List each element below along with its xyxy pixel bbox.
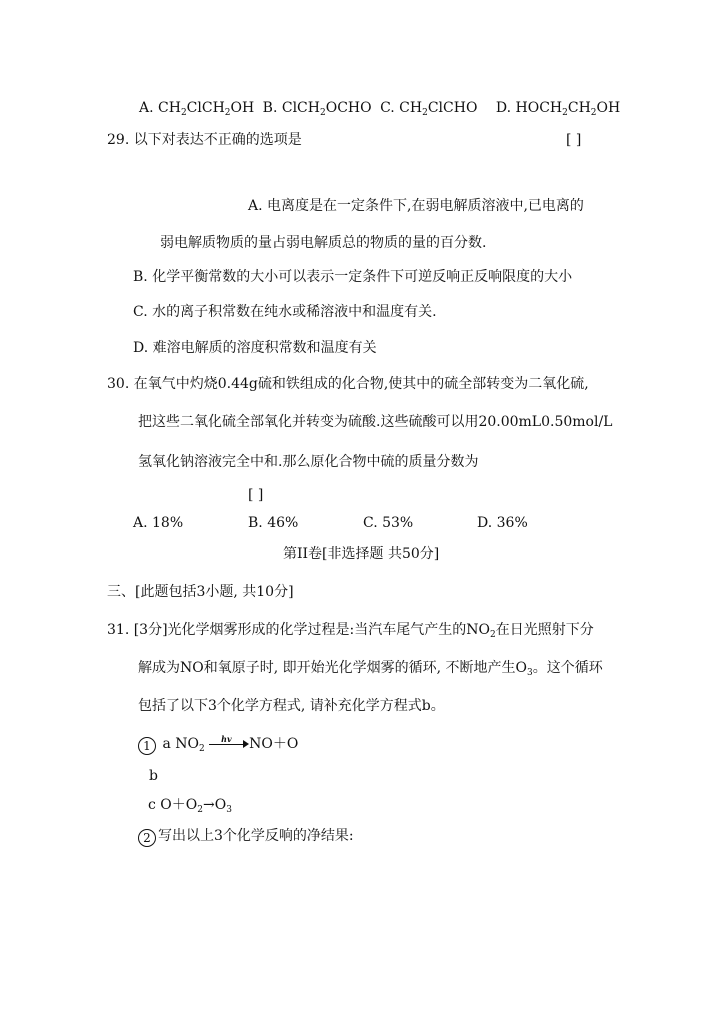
q31-equation-c: c $O+O_2\to O_3$ [148, 797, 232, 815]
q29-option-a-line1: A. 电离度是在一定条件下,在弱电解质溶液中,已电离的 [248, 198, 584, 214]
q31-subquestion-2: 2 写出以上3个化学反响的净结果: [138, 827, 354, 847]
q28-option-a: A. $CH_2ClCH_2OH$ [139, 100, 255, 118]
q28-option-d: D. $HOCH_2CH_2OH$ [495, 100, 621, 118]
section-2-title: 第II卷[非选择题 共50分] [283, 546, 440, 562]
circled-number-1: 1 [138, 737, 156, 755]
q31-line2: 解成为NO和氧原子时, 即开始光化学烟雾的循环, 不断地产生$O_3$。这个循环 [138, 660, 603, 678]
q31-line3: 包括了以下3个化学方程式, 请补充化学方程式b。 [138, 698, 445, 714]
q29-answer-bracket: [ ] [566, 132, 582, 148]
q30-option-c: C. 53% [363, 515, 414, 531]
q31-equation-a: 1 a $NO_2$ hv NO＋O [138, 735, 298, 755]
q30-answer-bracket: [ ] [248, 487, 264, 503]
q29-option-c: C. 水的离子积常数在纯水或稀溶液中和温度有关. [133, 304, 437, 320]
arrow-label: hv [221, 734, 232, 744]
q30-line1: 30. 在氧气中灼烧0.44g硫和铁组成的化合物,使其中的硫全部转变为二氧化硫, [107, 376, 589, 392]
q30-option-a: A. 18% [133, 515, 184, 531]
q29-option-b: B. 化学平衡常数的大小可以表示一定条件下可逆反响正反响限度的大小 [133, 269, 573, 285]
reaction-arrow-icon [209, 736, 249, 750]
q29-option-d: D. 难溶电解质的溶度积常数和温度有关 [133, 340, 377, 356]
q30-option-d: D. 36% [477, 515, 528, 531]
q31-line1: 31. [3分]光化学烟雾形成的化学过程是:当汽车尾气产生的$NO_2$在日光照射下分 [107, 622, 594, 640]
q29-stem: 29. 以下对表达不正确的选项是 [107, 132, 302, 148]
part-3-heading: 三、[此题包括3小题, 共10分] [107, 584, 294, 600]
q28-option-c: C. $CH_2ClCHO$ [380, 100, 478, 118]
q29-option-a-line2: 弱电解质物质的量占弱电解质总的物质的量的百分数. [160, 235, 487, 251]
q31-equation-b: b [149, 768, 158, 784]
q28-options-line [139, 99, 620, 117]
q30-line3: 氢氧化钠溶液完全中和.那么原化合物中硫的质量分数为 [138, 454, 479, 470]
circled-number-2: 2 [138, 829, 156, 847]
q28-option-b: B. ClCH$_2$OCHO [262, 100, 372, 118]
q30-option-b: B. 46% [248, 515, 299, 531]
q30-line2: 把这些二氧化硫全部氧化并转变为硫酸.这些硫酸可以用20.00mL0.50mol/L [138, 414, 613, 430]
